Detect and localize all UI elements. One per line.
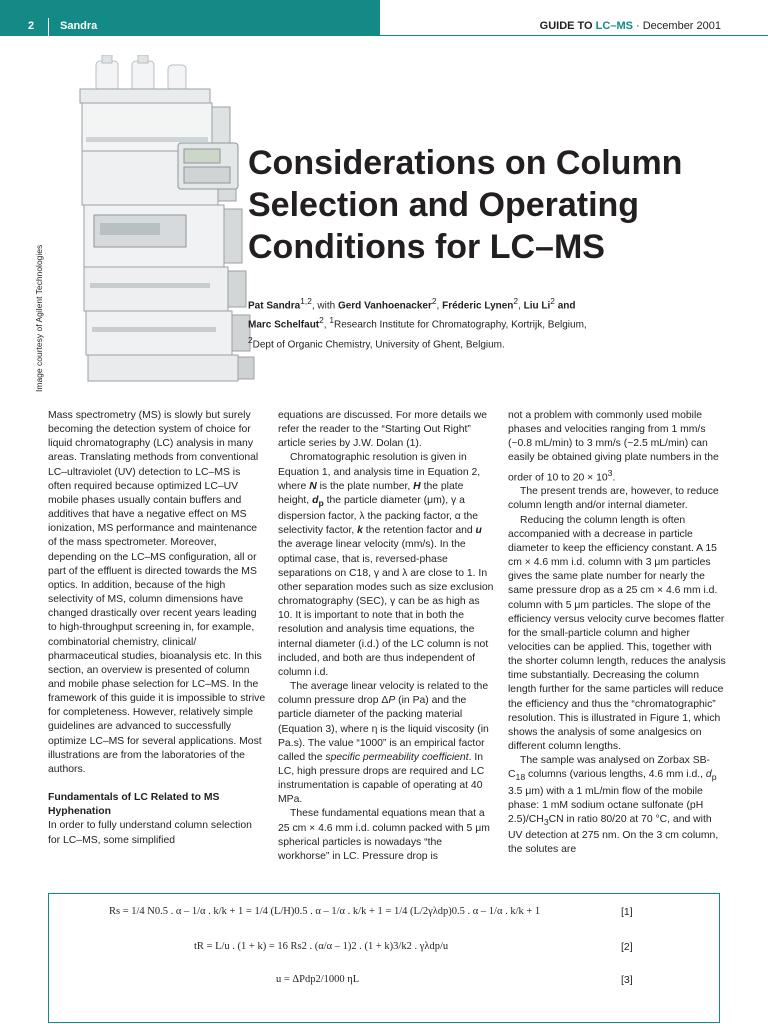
author-separator: , xyxy=(518,300,524,312)
author-name: Pat Sandra xyxy=(248,300,301,312)
paragraph: The present trends are, however, to reduce column length and/or internal diameter. xyxy=(508,486,719,512)
header-divider xyxy=(48,18,49,36)
affiliation-mark: 1 xyxy=(329,315,334,326)
affiliation: Dept of Organic Chemistry, University of Ghent, Belgium. xyxy=(252,338,505,350)
author-name: Gerd Vanhoenacker xyxy=(337,300,432,312)
guide-prefix: GUIDE TO xyxy=(539,20,596,32)
author-separator: , xyxy=(323,319,330,331)
body-column-3 xyxy=(508,409,726,857)
equation-2: tR = L/u . (1 + k) = 16 Rs2 . (α/α – 1)2 . (1 + k)3/k2 . γλdp/u xyxy=(194,941,449,952)
author-affiliation-mark: 2 xyxy=(319,315,324,326)
paragraph: These fundamental equations mean that a 25 cm × 4.6 mm i.d. column packed with 5 μm spherical particles is nowadays “the workhorse” in LC. Pressure drop is xyxy=(278,808,490,862)
author-affiliation-mark: 2 xyxy=(431,296,437,306)
equation-1: Rs = 1/4 N0.5 . α – 1/α . k/k + 1 = 1/4 (L/H)0.5 . α – 1/α . k/k + 1 = 1/4 (L/2γλdp)0.5 . α – 1/α . k/k + 1 xyxy=(109,906,541,917)
paragraph: In order to fully understand column selection for LC–MS, some simplified xyxy=(48,820,252,846)
equation-number-2: [2] xyxy=(621,941,633,953)
paragraph: Reducing the column length is often accompanied with a decrease in particle diameter to keep the efficiency constant. A 15 cm × 4.6 mm i.d. column with 3 μm particles gives the same plate number for nearly the same pressure drop as a 25 cm × 4.6 mm i.d. column with 5 μm particles. The slope of the efficiency versus velocity curve becomes flatter for the small-particle column and higher velocities can be applied. This, together with the shorter column length, reduces the analysis time substantially. Decreasing the column length further for the same particles will reduce the efficiency and thus the “chromatographic” resolution. This is illustrated in Figure 1, which shows the analysis of some analgesics on different column lengths. xyxy=(508,514,726,753)
image-credit: Image courtesy of Agilent Technologies xyxy=(34,244,44,392)
guide-date: · December 2001 xyxy=(632,20,721,32)
affiliation: Research Institute for Chromatography, Kortrijk, Belgium, xyxy=(333,319,587,331)
running-head-guide xyxy=(540,20,721,32)
lc-instrument-photo xyxy=(60,55,260,385)
author-affiliation-mark: 2 xyxy=(550,296,555,306)
equation-box xyxy=(48,893,720,1023)
running-head-author: Sandra xyxy=(60,20,98,32)
author-separator: , xyxy=(436,300,443,312)
equation-number-1: [1] xyxy=(621,906,633,918)
paragraph: Mass spectrometry (MS) is slowly but surely becoming the detection system of choice for liquid chromatography (LC) analysis in many areas. Translating methods from conventional LC–ultraviolet (UV) detection to LC–MS is often required because optimized LC–UV mobile phases usually contain buffers and additives that have a negative effect on MS ionization, MS performance and maintenance of the mass spectrometer. Moreover, depending on the LC–MS configuration, all or part of the effluent is directed towards the MS optics. In addition, because of the high selectivity of MS, column dimensions have changed drastically over recent years leading to high-throughput screening in, for example, combinatorial chemistry, clinical/ pharmaceutical studies, bioanalysis etc. In this section, an overview is presented of column and mobile phase selection for LC–MS. In the framework of this guide it is impossible to strive for completeness. However, relatively simple guidelines are advanced to successfully optimize LC–MS for several applications. Most illustrations are from the laboratories of the authors. xyxy=(48,410,266,775)
paragraph: The average linear velocity is related to the column pressure drop ΔP (in Pa) and the particle diameter of the packing material (Equation 3), where η is the liquid viscosity (in Pa.s). The value “1000” is an empirical factor called the specific permeability coefficient. In LC, high pressure drops are required and LC instrumentation is capable of operating at 40 MPa. xyxy=(278,681,489,806)
author-affiliation-mark: 2 xyxy=(513,296,519,306)
section-heading: Fundamentals of LC Related to MS Hyphenation xyxy=(48,792,220,818)
body-column-2 xyxy=(278,409,496,864)
author-connector: and xyxy=(554,300,576,312)
author-affiliation-mark: 1,2 xyxy=(300,296,312,306)
body-column-1 xyxy=(48,409,266,848)
paragraph: Chromatographic resolution is given in Equation 1, and analysis time in Equation 2, where N is the plate number, H the plate height, $d_p$ the particle diameter (μm), γ a dispersion factor, λ the packing factor, α the selectivity factor, k the retention factor and u the average linear velocity (mm/s). In the optimal case, that is, reversed-phase separations on C18, γ and λ are close to 1. In other separation modes such as size exclusion chromatography (SEC), γ can be as high as 10. It is important to note that in both the resolution and analysis time equations, the internal diameter (i.d.) of the LC column is not included, and both are thus independent of column i.d. xyxy=(278,452,494,678)
affiliation-mark: 2 xyxy=(248,334,253,345)
header-rule xyxy=(0,35,768,36)
paragraph: equations are discussed. For more details we refer the reader to the “Starting Out Right” article series by J.W. Dolan (1). xyxy=(278,410,488,450)
author-name: Marc Schelfaut xyxy=(248,319,320,331)
guide-highlight: LC–MS xyxy=(595,20,633,32)
equation-number-3: [3] xyxy=(621,974,633,986)
author-block xyxy=(248,294,648,352)
equation-3: u = ΔPdp2/1000 ηL xyxy=(276,974,360,985)
paragraph: not a problem with commonly used mobile phases and velocities ranging from 1 mm/s (~0.8 mL/min) to 3 mm/s (~2.5 mL/min) can easily be obtained giving plate numbers in the order of 10 to $20 \times 10^3$. xyxy=(508,410,719,484)
header-band xyxy=(0,0,380,36)
author-connector: , with xyxy=(311,300,338,312)
author-name: Liu Li xyxy=(523,300,551,312)
page-number: 2 xyxy=(28,20,35,32)
author-name: Fréderic Lynen xyxy=(442,300,514,312)
article-title: Considerations on Column Selection and Operating Conditions for LC–MS xyxy=(248,144,683,266)
paragraph: The sample was analysed on Zorbax $SB-C_{18}$ columns (various lengths, 4.6 mm i.d., $d_p$ 3.5 μm) with a 1 mL/min flow of the mobile phase: 1 mM sodium octane sulfonate (pH $2.5)/CH_3CN$ in ratio 80/20 at 70 °C, and with UV detection at 275 nm. On the 3 cm column, the solutes are xyxy=(508,755,719,856)
